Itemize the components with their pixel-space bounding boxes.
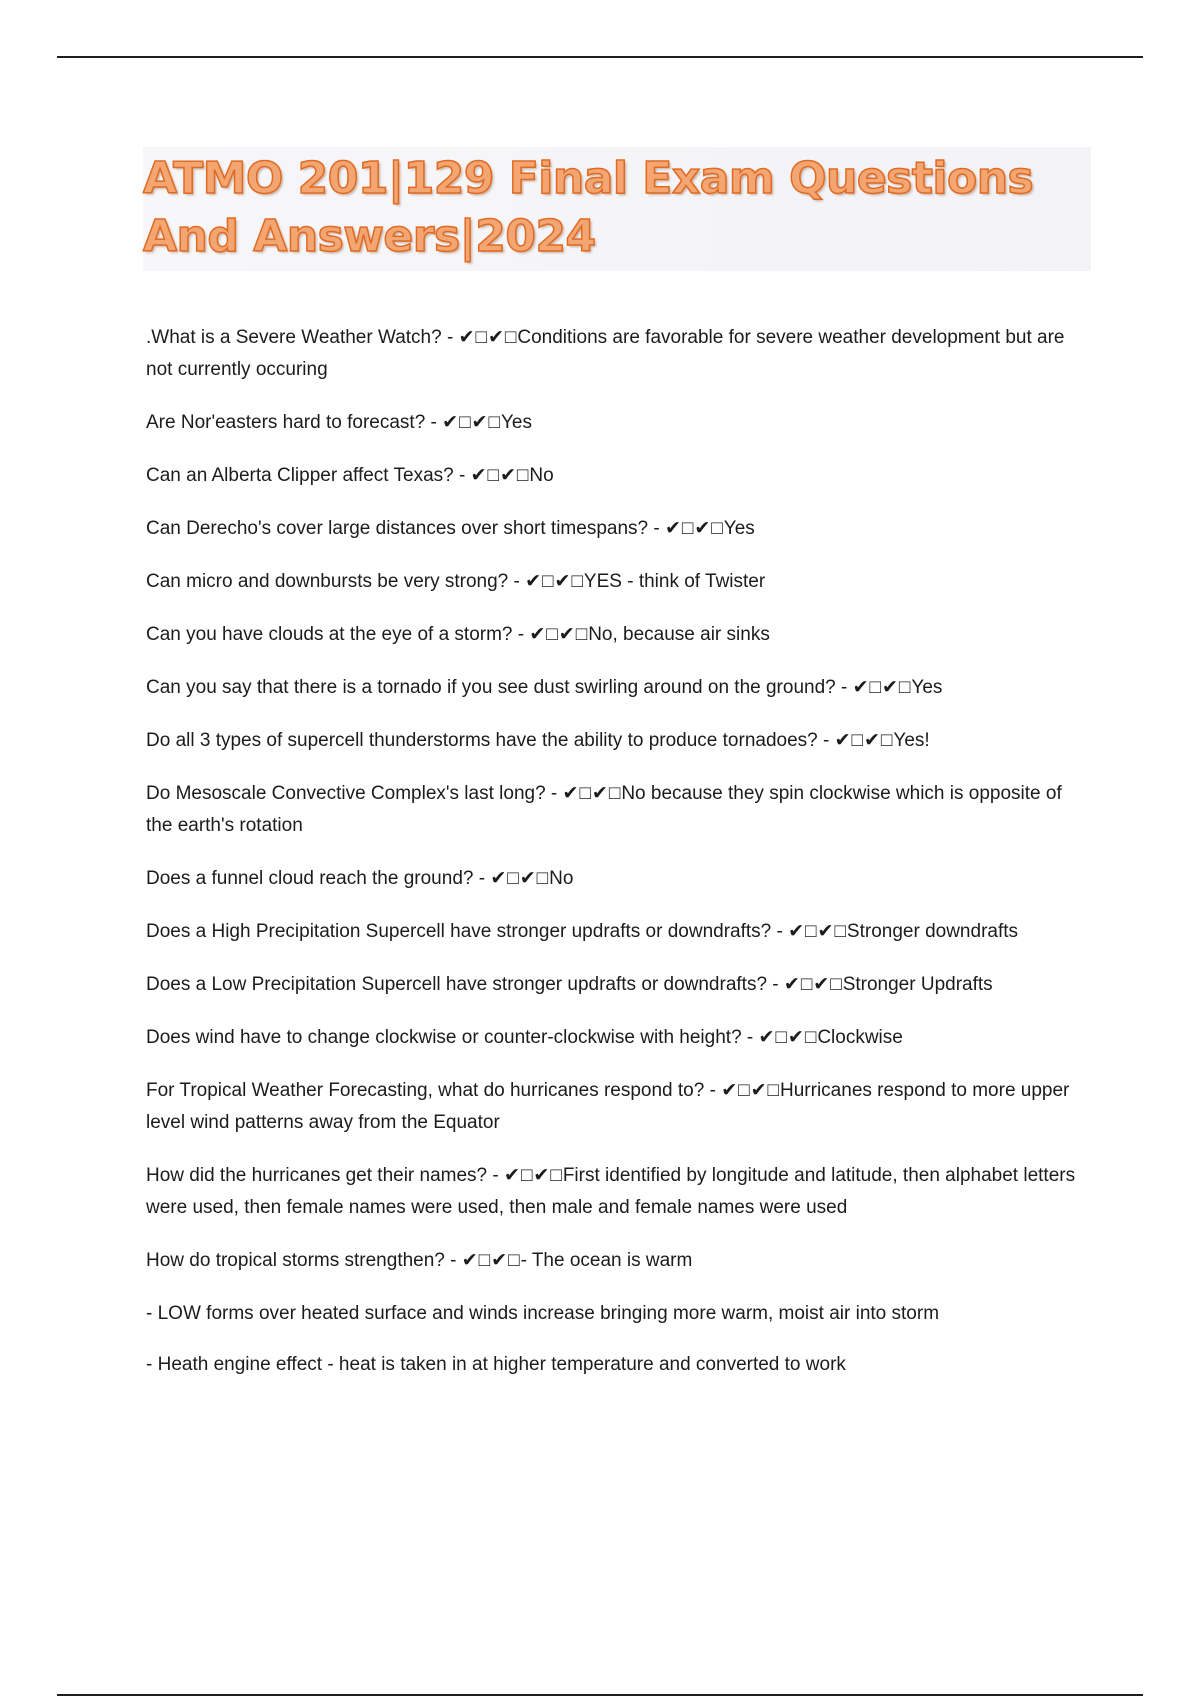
qa-item: [146, 407, 1086, 439]
separator: -: [444, 1250, 462, 1271]
separator: -: [453, 465, 471, 486]
answer-text: First identified by longitude and latitude, then alphabet letters were used, then female names were used, then male and female names were used: [146, 1165, 1076, 1218]
answer-text: Yes: [500, 412, 532, 433]
qa-item: [146, 460, 1086, 492]
qa-item: [146, 725, 1086, 757]
answer-text: Yes: [911, 677, 943, 698]
qa-item: [146, 1022, 1086, 1054]
separator: -: [835, 677, 853, 698]
separator: -: [741, 1027, 759, 1048]
answer-text: No: [529, 465, 554, 486]
qa-item: [146, 969, 1086, 1001]
answer-check-icon: ✔□✔□: [461, 1250, 521, 1271]
qa-item: [146, 619, 1086, 651]
question-text: Can an Alberta Clipper affect Texas?: [146, 465, 454, 486]
footer-rule: [57, 1694, 1143, 1696]
answer-check-icon: ✔□✔□: [504, 1165, 563, 1186]
qa-item: [146, 672, 1086, 704]
separator: -: [767, 974, 784, 995]
answer-check-icon: ✔□✔□: [783, 974, 843, 995]
document-title-banner: [143, 147, 1091, 271]
answer-continuation-line: - LOW forms over heated surface and winds increase bringing more warm, moist air into storm: [146, 1303, 940, 1324]
document-title-line-1: ATMO 201|129 Final Exam Questions: [143, 153, 1034, 204]
qa-item: [146, 1245, 1086, 1277]
answer-text: No, because air sinks: [588, 624, 770, 645]
question-text: Do all 3 types of supercell thunderstorms have the ability to produce tornadoes?: [146, 730, 818, 751]
answer-check-icon: ✔□✔□: [758, 1027, 818, 1048]
answer-check-icon: ✔□✔□: [470, 465, 530, 486]
question-text: Can micro and downbursts be very strong?: [146, 571, 509, 592]
answer-check-icon: ✔□✔□: [490, 868, 550, 889]
question-text: Can Derecho's cover large distances over short timespans?: [146, 518, 649, 539]
answer-check-icon: ✔□✔□: [721, 1080, 781, 1101]
qa-item: [146, 916, 1086, 948]
separator: -: [508, 571, 526, 592]
header-rule: [57, 56, 1143, 58]
question-text: .What is a Severe Weather Watch?: [146, 327, 442, 348]
qa-item: [146, 1160, 1086, 1224]
answer-check-icon: ✔□✔□: [529, 624, 589, 645]
answer-continuation-line: - Heath engine effect - heat is taken in at higher temperature and converted to work: [146, 1354, 846, 1375]
answer-text: Conditions are favorable for severe weather development but are not currently occuring: [146, 327, 1065, 380]
answer-check-icon: ✔□✔□: [442, 412, 501, 433]
qa-item: [146, 1075, 1086, 1139]
answer-text: - The ocean is warm: [520, 1250, 693, 1271]
answer-check-icon: ✔□✔□: [788, 921, 847, 942]
question-text: Are Nor'easters hard to forecast?: [146, 412, 426, 433]
qa-item: [146, 778, 1086, 842]
answer-text: Stronger Updrafts: [842, 974, 993, 995]
answer-check-icon: ✔□✔□: [834, 730, 894, 751]
answer-check-icon: ✔□✔□: [562, 783, 622, 804]
separator: -: [817, 730, 835, 751]
separator: -: [648, 518, 665, 539]
question-text: Can you say that there is a tornado if you see dust swirling around on the ground?: [146, 677, 836, 698]
separator: -: [704, 1080, 722, 1101]
separator: -: [473, 868, 491, 889]
separator: -: [487, 1165, 505, 1186]
answer-text: Yes!: [893, 730, 930, 751]
qa-item: [146, 322, 1086, 386]
answer-check-icon: ✔□✔□: [458, 327, 518, 348]
qa-item: [146, 566, 1086, 598]
answer-text: Stronger downdrafts: [846, 921, 1019, 942]
answer-check-icon: ✔□✔□: [852, 677, 912, 698]
answer-text: No: [549, 868, 574, 889]
question-text: How did the hurricanes get their names?: [146, 1165, 488, 1186]
question-text: Does a Low Precipitation Supercell have stronger updrafts or downdrafts?: [146, 974, 768, 995]
document-title-line-2: And Answers|2024: [143, 211, 596, 262]
question-text: Do Mesoscale Convective Complex's last long?: [146, 783, 546, 804]
qa-list: [146, 322, 1086, 1400]
question-text: Can you have clouds at the eye of a storm?: [146, 624, 513, 645]
separator: -: [512, 624, 530, 645]
answer-text: YES - think of Twister: [583, 571, 766, 592]
question-text: Does a High Precipitation Supercell have stronger updrafts or downdrafts?: [146, 921, 772, 942]
answer-check-icon: ✔□✔□: [664, 518, 724, 539]
answer-text: Yes: [723, 518, 755, 539]
answer-text: Hurricanes respond to more upper level wind patterns away from the Equator: [146, 1080, 1070, 1133]
separator: -: [441, 327, 459, 348]
separator: -: [425, 412, 443, 433]
question-text: For Tropical Weather Forecasting, what do hurricanes respond to?: [146, 1080, 705, 1101]
qa-item: [146, 513, 1086, 545]
question-text: Does a funnel cloud reach the ground?: [146, 868, 474, 889]
separator: -: [545, 783, 563, 804]
qa-item: [146, 863, 1086, 895]
separator: -: [771, 921, 789, 942]
answer-text: Clockwise: [817, 1027, 903, 1048]
question-text: Does wind have to change clockwise or counter-clockwise with height?: [146, 1027, 742, 1048]
answer-check-icon: ✔□✔□: [525, 571, 584, 592]
answer-text: No because they spin clockwise which is opposite of the earth's rotation: [146, 783, 1062, 836]
question-text: How do tropical storms strengthen?: [146, 1250, 445, 1271]
